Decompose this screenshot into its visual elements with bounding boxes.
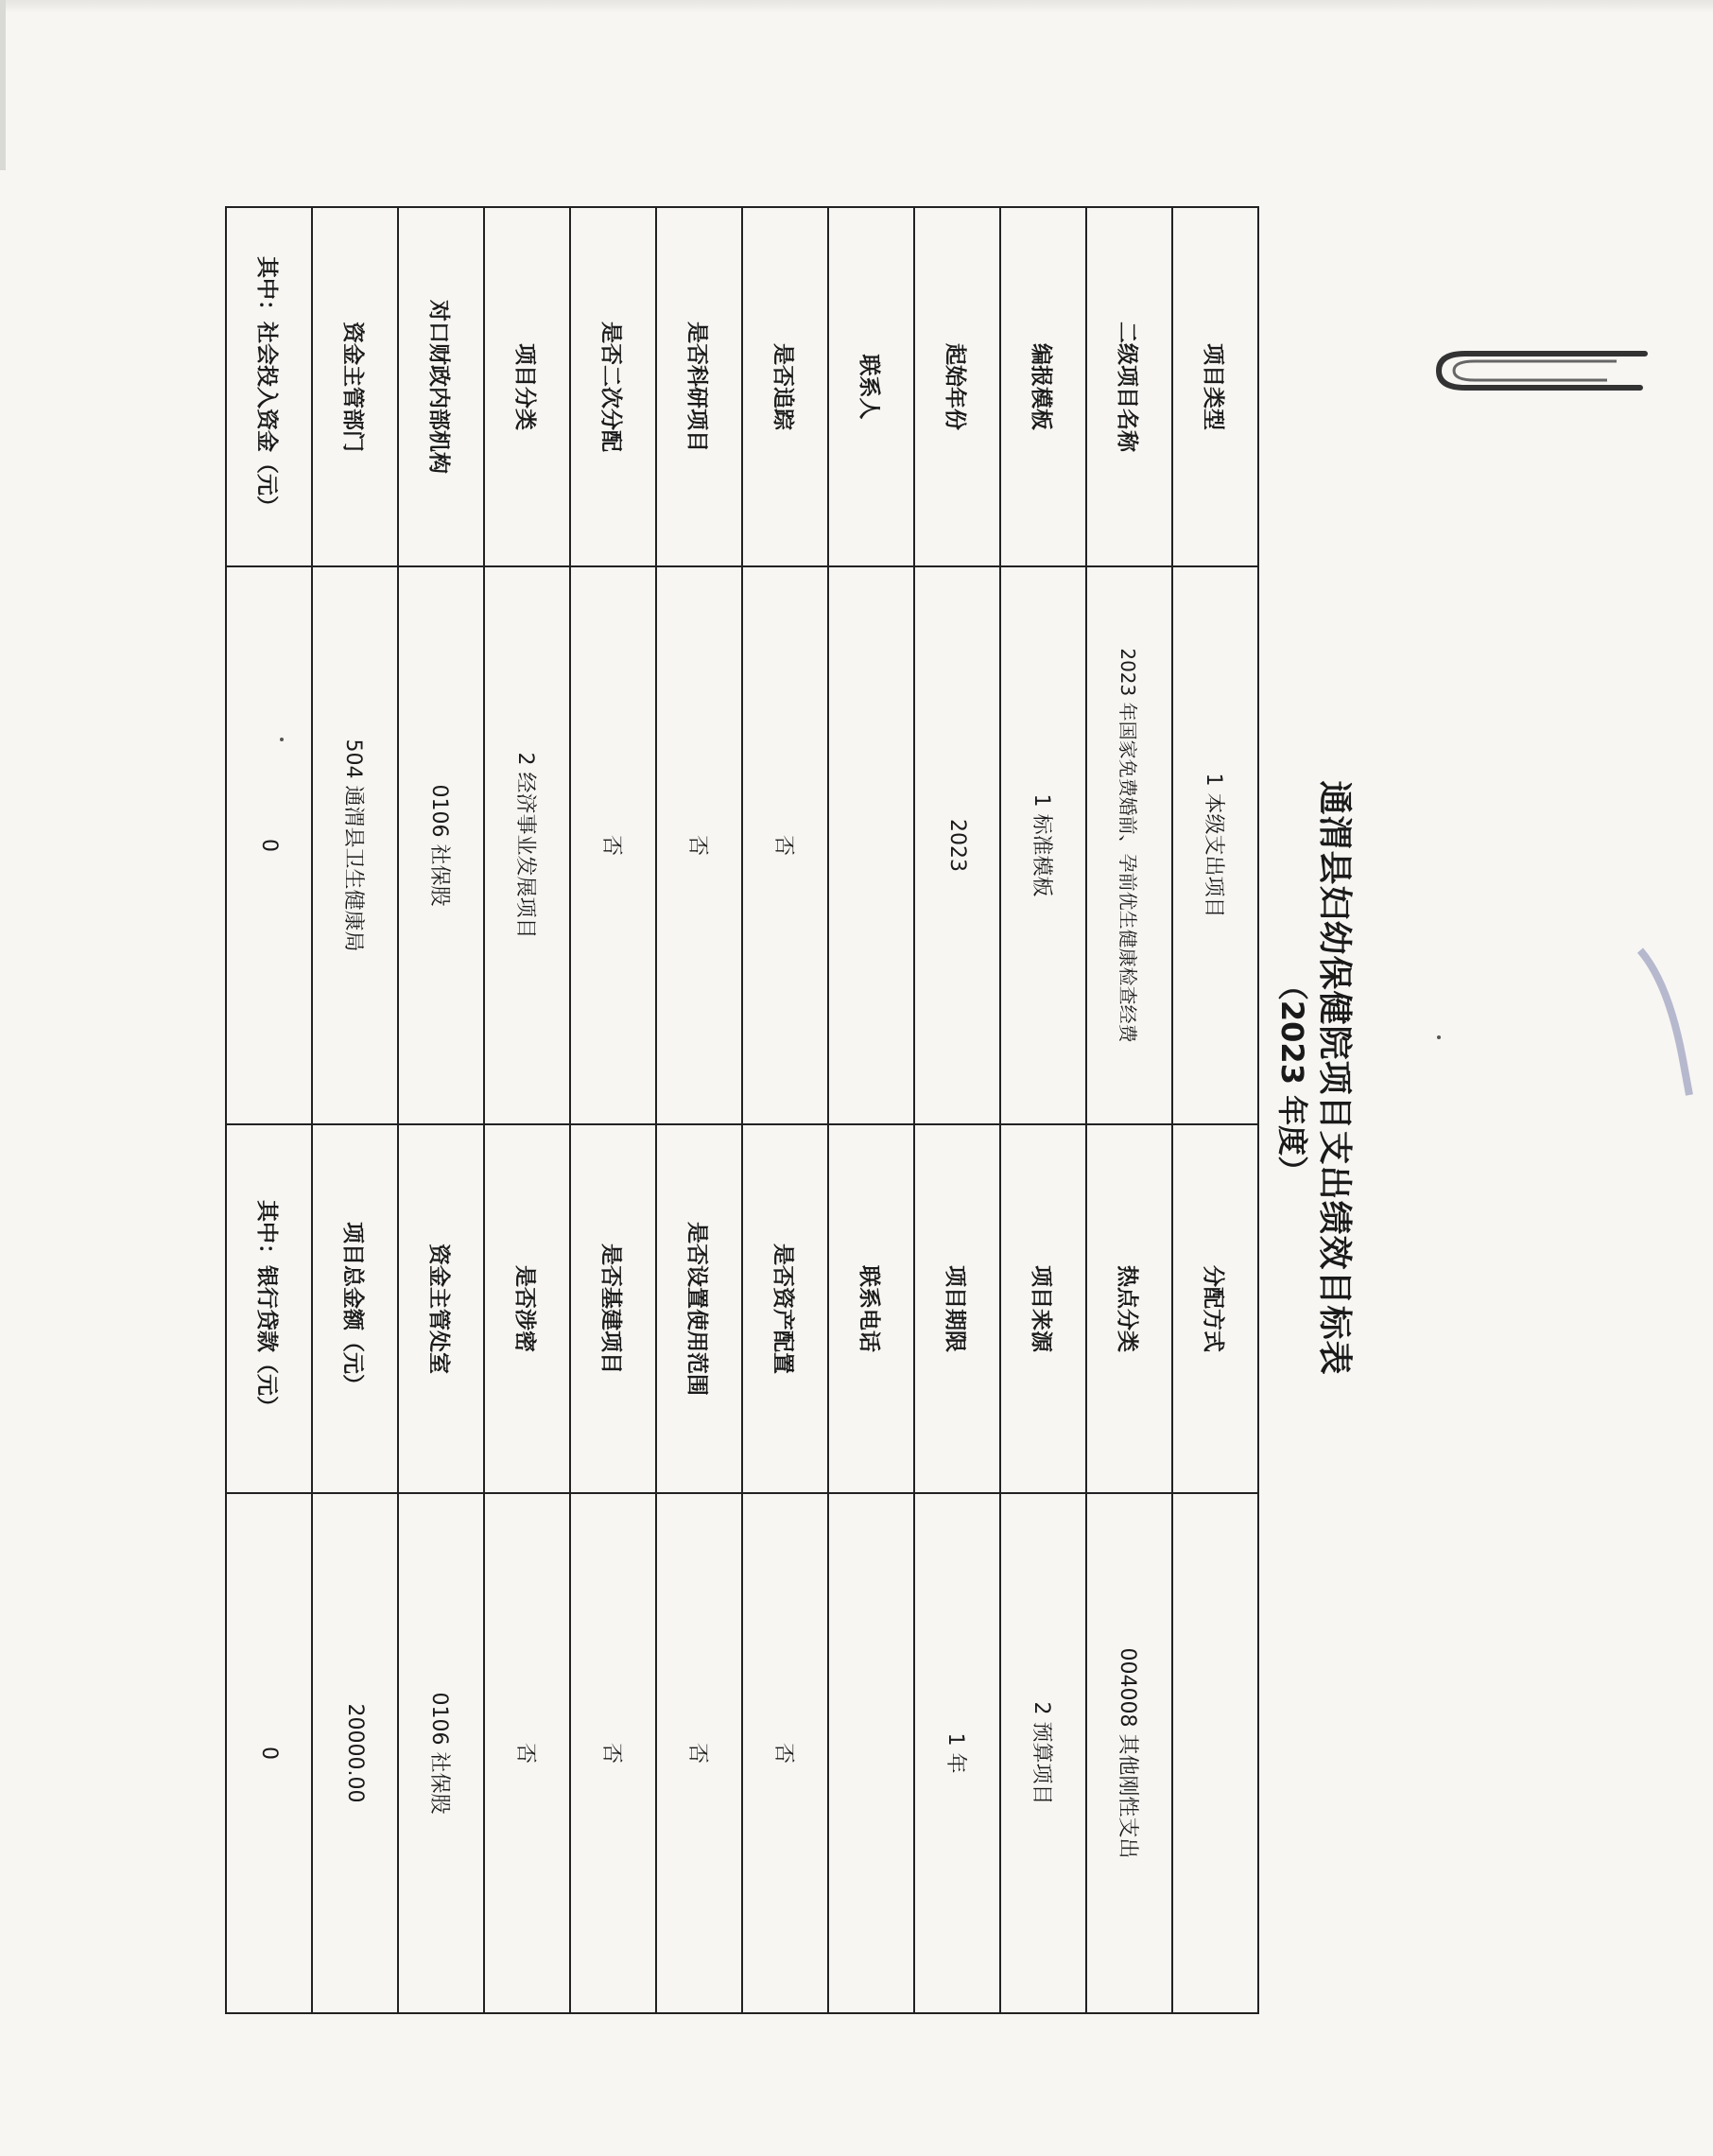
row-value: 2023 — [914, 566, 1000, 1124]
row-label: 二级项目名称 — [1086, 207, 1172, 566]
table-row — [570, 207, 656, 2013]
row-value — [1172, 1493, 1258, 2013]
row-label: 项目类型 — [1172, 207, 1258, 566]
row-label: 对口财政内部机构 — [398, 207, 484, 566]
row-value: 否 — [570, 1493, 656, 2013]
table-row — [484, 207, 570, 2013]
row-value: 1 本级支出项目 — [1172, 566, 1258, 1124]
row-label: 是否二次分配 — [570, 207, 656, 566]
row-value: 否 — [742, 1493, 828, 2013]
row-value: 2 经济事业发展项目 — [484, 566, 570, 1124]
row-value: 0106 社保股 — [398, 566, 484, 1124]
table-row — [914, 207, 1000, 2013]
row-value: 否 — [742, 566, 828, 1124]
row-label: 分配方式 — [1172, 1124, 1258, 1493]
row-value: 1 标准模板 — [1000, 566, 1086, 1124]
row-label: 其中：银行贷款（元） — [226, 1124, 312, 1493]
row-label: 项目总金额（元） — [312, 1124, 398, 1493]
row-value: 2023 年国家免费婚前、孕前优生健康检查经费 — [1086, 566, 1172, 1124]
row-label: 起始年份 — [914, 207, 1000, 566]
row-value — [828, 566, 914, 1124]
row-label: 其中：社会投入资金（元） — [226, 207, 312, 566]
row-value — [828, 1493, 914, 2013]
row-label: 项目来源 — [1000, 1124, 1086, 1493]
table-row — [828, 207, 914, 2013]
row-label: 是否追踪 — [742, 207, 828, 566]
row-label: 联系电话 — [828, 1124, 914, 1493]
table-row — [312, 207, 398, 2013]
row-label: 项目期限 — [914, 1124, 1000, 1493]
row-label: 热点分类 — [1086, 1124, 1172, 1493]
row-value: 否 — [656, 1493, 742, 2013]
table-row — [1172, 207, 1258, 2013]
row-value: 1 年 — [914, 1493, 1000, 2013]
row-value: 0 — [226, 1493, 312, 2013]
row-label: 是否涉密 — [484, 1124, 570, 1493]
row-value: 2 预算项目 — [1000, 1493, 1086, 2013]
row-value: 004008 其他刚性支出 — [1086, 1493, 1172, 2013]
row-label: 是否资产配置 — [742, 1124, 828, 1493]
table-row — [656, 207, 742, 2013]
row-label: 资金主管部门 — [312, 207, 398, 566]
table-row — [398, 207, 484, 2013]
table-row — [1000, 207, 1086, 2013]
performance-target-table — [225, 206, 1259, 2014]
row-label: 是否科研项目 — [656, 207, 742, 566]
row-value: 0106 社保股 — [398, 1493, 484, 2013]
row-value: 20000.00 — [312, 1493, 398, 2013]
table-row — [226, 207, 312, 2013]
row-value: 否 — [570, 566, 656, 1124]
row-label: 编报模板 — [1000, 207, 1086, 566]
row-label: 是否基建项目 — [570, 1124, 656, 1493]
document-subtitle: （2023 年度） — [1274, 969, 1310, 1187]
row-value: 否 — [656, 566, 742, 1124]
document-title: 通渭县妇幼保健院项目支出绩效目标表 — [1315, 780, 1354, 1376]
row-value: 0 — [226, 566, 312, 1124]
row-label: 是否设置使用范围 — [656, 1124, 742, 1493]
row-label: 资金主管处室 — [398, 1124, 484, 1493]
row-label: 联系人 — [828, 207, 914, 566]
table-row — [742, 207, 828, 2013]
table-row — [1086, 207, 1172, 2013]
row-value: 504 通渭县卫生健康局 — [312, 566, 398, 1124]
row-value: 否 — [484, 1493, 570, 2013]
row-label: 项目分类 — [484, 207, 570, 566]
